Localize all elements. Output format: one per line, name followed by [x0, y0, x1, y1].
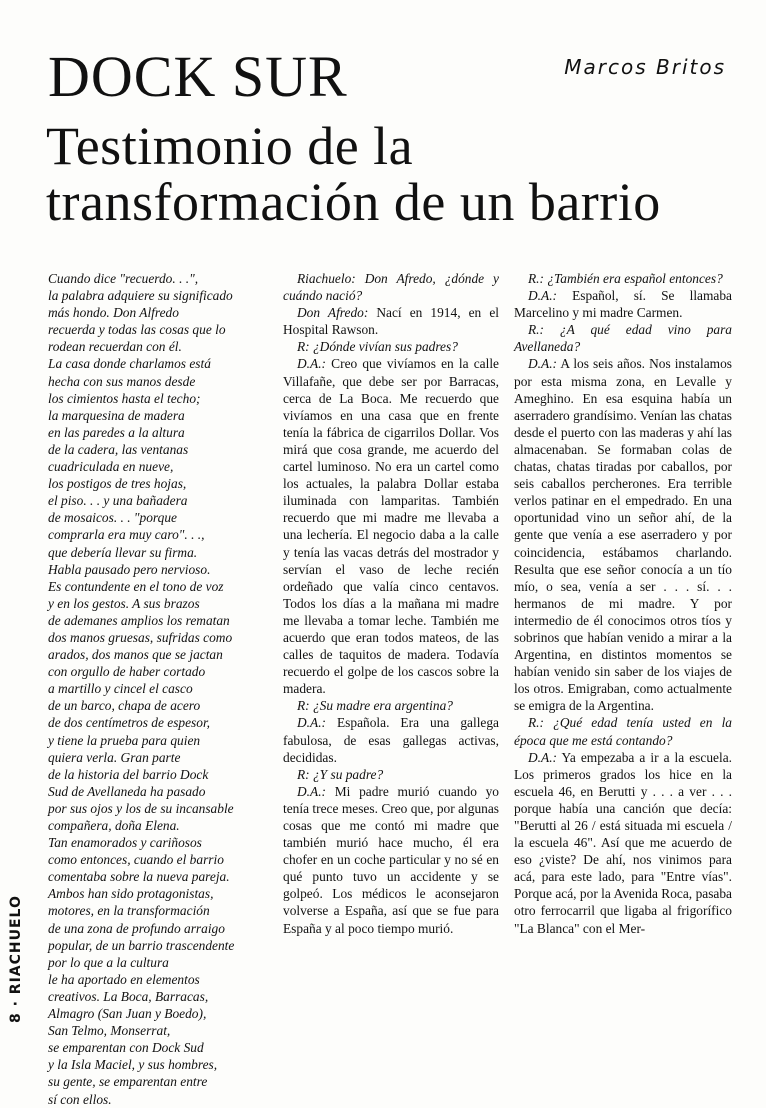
answer-paragraph	[283, 783, 499, 937]
intro-line: hecha con sus manos desde	[48, 373, 196, 389]
intro-line: le ha aportado en elementos	[48, 971, 200, 987]
intro-line: Almagro (San Juan y Boedo),	[48, 1006, 207, 1022]
author-byline: Marcos Britos	[564, 55, 726, 79]
intro-line: cuadriculada en nueve,	[48, 459, 174, 475]
speaker-label: Riachuelo:	[297, 271, 356, 286]
intro-line: a martillo y cincel el casco	[48, 681, 193, 697]
intro-line: dos manos gruesas, sufridas como	[48, 629, 233, 645]
intro-line: los postigos de tres hojas,	[48, 476, 187, 492]
intro-line: San Telmo, Monserrat,	[48, 1023, 171, 1039]
speaker-label: R.:	[528, 322, 544, 338]
speaker-label: D.A.:	[528, 749, 558, 765]
question-paragraph	[283, 338, 499, 355]
paragraph-text: ¿A qué edad vino para Avellaneda?	[514, 322, 732, 355]
question-paragraph	[283, 270, 499, 304]
intro-line: como entonces, cuando el barrio	[48, 852, 224, 868]
intro-line: recuerda y todas las cosas que lo	[48, 322, 226, 338]
speaker-label: D.A.:	[297, 715, 327, 731]
intro-line: los cimientos hasta el techo;	[48, 390, 201, 406]
speaker-label: D.A.:	[528, 288, 558, 304]
intro-line: rodean recuerdan con él.	[48, 339, 182, 355]
paragraph-text: Nací en 1914, en el Hospital Rawson.	[283, 305, 499, 338]
intro-line: y en los gestos. A sus brazos	[48, 595, 200, 611]
intro-line: Tan enamorados y cariñosos	[48, 835, 202, 851]
intro-line: comprarla era muy caro". . .,	[48, 527, 205, 543]
intro-line: la palabra adquiere su significado	[48, 288, 233, 304]
intro-line: comentaba sobre la nueva pareja.	[48, 869, 230, 885]
paragraph-text: Español, sí. Se llamaba Marcelino y mi madre Carmen.	[514, 288, 732, 321]
answer-paragraph	[514, 355, 732, 714]
speaker-label: R:	[297, 766, 310, 782]
intro-line: más hondo. Don Alfredo	[48, 305, 179, 321]
answer-paragraph	[283, 714, 499, 765]
paragraph-text: ¿Y su padre?	[309, 766, 384, 782]
paragraph-text: ¿Qué edad tenía usted en la época que me está contando?	[514, 715, 732, 748]
intro-line: motores, en la transformación	[48, 903, 210, 919]
answer-paragraph	[283, 304, 499, 338]
intro-line: Ambos han sido protagonistas,	[48, 886, 214, 902]
intro-line: de la historia del barrio Dock	[48, 766, 209, 782]
intro-line: y la Isla Maciel, y sus hombres,	[48, 1057, 218, 1073]
intro-line: La casa donde charlamos está	[48, 356, 211, 372]
paragraph-text: A los seis años. Nos instalamos por esta misma zona, en Levalle y Ameghino. En esa esquina había un aserradero grandísimo. Venían las chatas desde el puerto con las maderas y ahí las almacenaban. Se formaban colas de chatas, chatas tiradas por caballos, por seis caballos percherones. Era terrible verlos patinar en el empedrado. En una oportunidad vino un señor ahí, de la gente que venía a ese aserradero y por coincidencia, estábamos charlando. Resulta que ese señor conocía a un tío mío, o sea, venía a ser . . . sí. . . hermanos de mi madre. Y por intermedio de él conocimos otros tíos y sobrinos que habían venido a mirar a la Argentina, en distintos momentos se habían venido sin saber de los viajes de los otros. Emigraban, como actualmente se emigra de la Argentina.	[514, 356, 733, 714]
section-title: DOCK SUR	[48, 44, 348, 109]
intro-line: Sud de Avellaneda ha pasado	[48, 783, 206, 799]
intro-line: de una zona de profundo arraigo	[48, 920, 225, 936]
intro-line: de la cadera, las ventanas	[48, 441, 189, 457]
intro-line: y tiene la prueba para quien	[48, 732, 201, 748]
question-paragraph	[514, 270, 732, 287]
paragraph-text: Mi padre murió cuando yo tenía trece meses. Creo que, por algunas cosas que me contó mi madre que también murió hace mucho, él era chofer en un coche particular y no sé en qué punto tuvo un accidente y se golpeó. Los médicos le aconsejaron volverse a España, así que se fue para España y al poco tiempo murió.	[283, 783, 499, 936]
intro-line: en las paredes a la altura	[48, 424, 185, 440]
paragraph-text: Creo que vivíamos en la calle Villafañe, que debe ser por Barracas, cerca de La Boca. Me recuerdo que vivíamos en una casa que en frente tenía la fábrica de cigarrilos Dollar. Vos mirá que cosa grande, me acuerdo del cartel luminoso. No era un cartel como los actuales, la palabra Dollar estaba iluminada con lamparitas. También recuerdo que mi madre me llevaba a una lechería. El negocio daba a la calle y tenía las vacas detrás del mostrador y servían el vaso de leche recién ordeñado que valía cinco centavos. Todos los días a la mañana mi madre me llevaba a tomar leche. También me acuerdo que eran todos mateos, de las calles de taquitos de madera. Todavía recuerdo el golpe de los cascos sobre la madera.	[283, 356, 499, 697]
article-title: Testimonio de la transformación de un barrio	[46, 116, 661, 232]
speaker-label: R:	[297, 698, 310, 714]
intro-line: quiera verla. Gran parte	[48, 749, 181, 765]
speaker-label: R.:	[528, 271, 544, 286]
intro-line: por sus ojos y los de su incansable	[48, 800, 234, 816]
paragraph-text: Don Afredo, ¿dónde y cuándo nació?	[283, 271, 499, 304]
speaker-label: Don Afredo:	[297, 305, 369, 321]
intro-column	[48, 270, 273, 1108]
intro-line: de ademanes amplios los rematan	[48, 612, 230, 628]
question-paragraph	[283, 766, 499, 783]
interview-column-1	[283, 270, 499, 937]
paragraph-text: Española. Era una gallega fabulosa, de esas gallegas activas, decididas.	[283, 715, 499, 765]
intro-line: Habla pausado pero nervioso.	[48, 561, 211, 577]
paragraph-text: ¿También era español entonces?	[544, 271, 723, 286]
page-footer: 8 · RIACHUELO	[8, 895, 24, 1023]
intro-line: su gente, se emparentan entre	[48, 1074, 208, 1090]
speaker-label: R.:	[528, 715, 544, 731]
speaker-label: R:	[297, 339, 310, 355]
intro-line: popular, de un barrio trascendente	[48, 937, 235, 953]
intro-line: por lo que a la cultura	[48, 954, 169, 970]
question-paragraph	[514, 714, 732, 748]
intro-line: el piso. . . y una bañadera	[48, 493, 188, 509]
speaker-label: D.A.:	[297, 783, 327, 799]
intro-line: de dos centímetros de espesor,	[48, 715, 211, 731]
answer-paragraph	[283, 355, 499, 697]
question-paragraph	[514, 321, 732, 355]
paragraph-text: ¿Dónde vivían sus padres?	[309, 339, 458, 355]
intro-line: Cuando dice "recuerdo. . .",	[48, 271, 199, 286]
intro-line: arados, dos manos que se jactan	[48, 647, 223, 663]
intro-line: de mosaicos. . . "porque	[48, 510, 177, 526]
intro-line: creativos. La Boca, Barracas,	[48, 988, 209, 1004]
intro-line: Es contundente en el tono de voz	[48, 578, 224, 594]
speaker-label: D.A.:	[528, 356, 558, 372]
intro-line: la marquesina de madera	[48, 407, 185, 423]
intro-line: se emparentan con Dock Sud	[48, 1040, 204, 1056]
paragraph-text: ¿Su madre era argentina?	[309, 698, 453, 714]
answer-paragraph	[514, 287, 732, 321]
speaker-label: D.A.:	[297, 356, 327, 372]
intro-line: compañera, doña Elena.	[48, 818, 180, 833]
interview-column-2	[514, 270, 732, 937]
question-paragraph	[283, 697, 499, 714]
intro-line: de un barco, chapa de acero	[48, 698, 201, 714]
intro-line: sí con ellos.	[48, 1091, 112, 1107]
intro-line: con orgullo de haber cortado	[48, 664, 206, 680]
answer-paragraph	[514, 749, 732, 937]
intro-line: que debería llevar su firma.	[48, 544, 198, 560]
paragraph-text: Ya empezaba a ir a la escuela. Los primeros grados los hice en la escuela 46, en Berutti y . . . a ver . . . porque había una canción que decía: "Berutti al 26 / está situada mi escuela / la escuela 46". Así que me acuerdo de eso ¿viste? De ahí, nos vinimos para acá, para este lado, para "Entre vías". Porque acá, por la Avenida Roca, pasaba otro ferrocarril que ligaba al frigorífico "La Blanca" con el Mer-	[514, 749, 732, 936]
